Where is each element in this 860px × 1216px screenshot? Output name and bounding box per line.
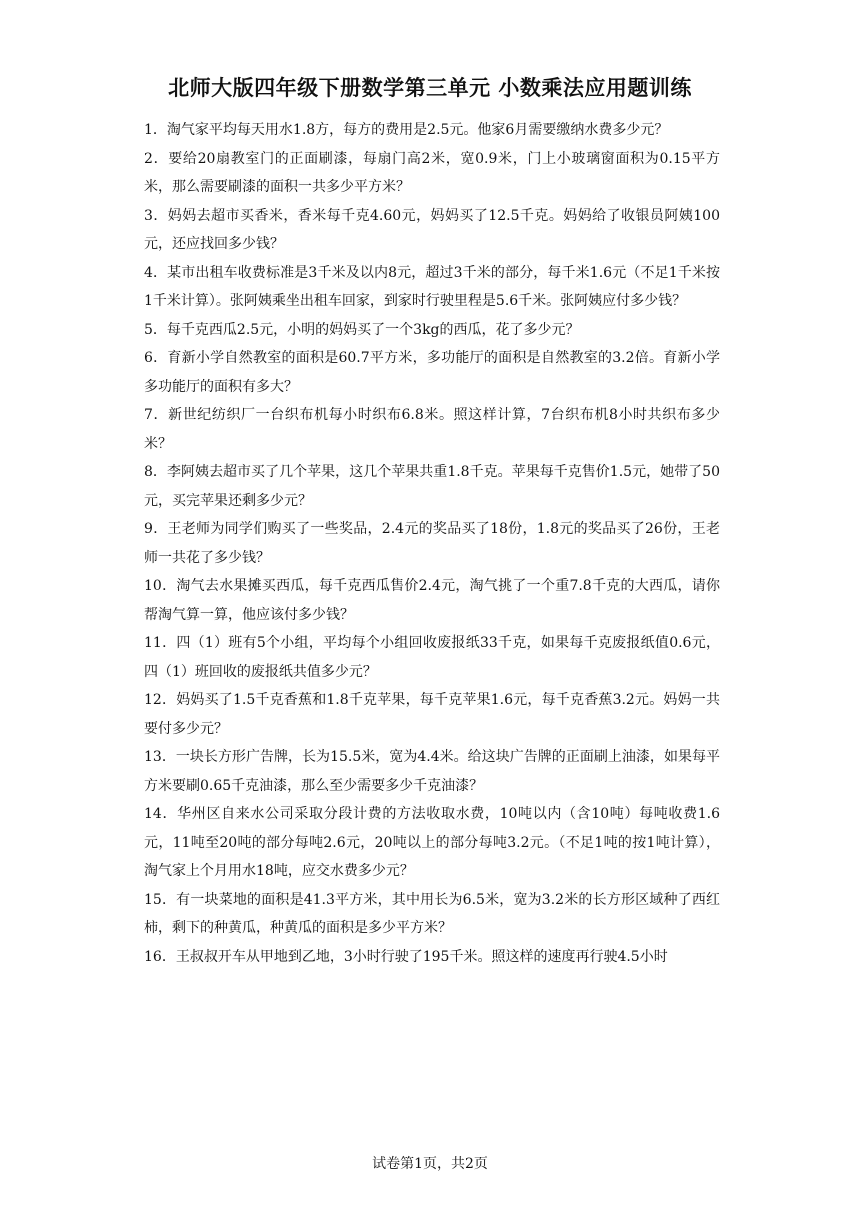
question-item: 8．李阿姨去超市买了几个苹果，这几个苹果共重1.8千克。苹果每千克售价1.5元，她带了50元，买完苹果还剩多少元？ (144, 464, 720, 509)
question-item: 4．某市出租车收费标准是3千米及以内8元，超过3千米的部分，每千米1.6元（不足1千米按1千米计算）。张阿姨乘坐出租车回家，到家时行驶里程是5.6千米。张阿姨应付多少钱？ (144, 264, 720, 309)
question-item: 14．华州区自来水公司采取分段计费的方法收取水费，10吨以内（含10吨）每吨收费1.6元，11吨至20吨的部分每吨2.6元，20吨以上的部分每吨3.2元。（不足1吨的按1吨计算），淘气家上个月用水18吨，应交水费多少元？ (144, 806, 720, 879)
question-item: 16．王叔叔开车从甲地到乙地，3小时行驶了195千米。照这样的速度再行驶4.5小时 (144, 948, 668, 965)
page-title: 北师大版四年级下册数学第三单元 小数乘法应用题训练 (168, 75, 692, 100)
question-item: 3．妈妈去超市买香米，香米每千克4.60元，妈妈买了12.5千克。妈妈给了收银员阿姨100元，还应找回多少钱？ (144, 207, 720, 252)
question-item: 2．要给20扇教室门的正面刷漆，每扇门高2米，宽0.9米，门上小玻璃窗面积为0.15平方米，那么需要刷漆的面积一共多少平方米？ (144, 150, 720, 195)
question-item: 5．每千克西瓜2.5元，小明的妈妈买了一个3kg的西瓜，花了多少元？ (144, 321, 580, 338)
question-list (144, 116, 720, 971)
question-item: 10．淘气去水果摊买西瓜，每千克西瓜售价2.4元，淘气挑了一个重7.8千克的大西瓜，请你帮淘气算一算，他应该付多少钱？ (144, 578, 720, 623)
page-footer: 试卷第1页，共2页 (372, 1156, 488, 1172)
question-item: 12．妈妈买了1.5千克香蕉和1.8千克苹果，每千克苹果1.6元，每千克香蕉3.2元。妈妈一共要付多少元？ (144, 692, 720, 737)
question-item: 6．育新小学自然教室的面积是60.7平方米，多功能厅的面积是自然教室的3.2倍。育新小学多功能厅的面积有多大？ (144, 350, 720, 395)
question-item: 15．有一块菜地的面积是41.3平方米，其中用长为6.5米，宽为3.2米的长方形区域种了西红柿，剩下的种黄瓜，种黄瓜的面积是多少平方米？ (144, 891, 720, 936)
question-item: 13．一块长方形广告牌，长为15.5米，宽为4.4米。给这块广告牌的正面刷上油漆，如果每平方米要刷0.65千克油漆，那么至少需要多少千克油漆？ (144, 749, 720, 794)
question-item: 7．新世纪纺织厂一台织布机每小时织布6.8米。照这样计算，7台织布机8小时共织布多少米？ (144, 407, 720, 452)
question-item: 11．四（1）班有5个小组，平均每个小组回收废报纸33千克，如果每千克废报纸值0.6元，四（1）班回收的废报纸共值多少元？ (144, 635, 720, 680)
question-item: 1．淘气家平均每天用水1.8方，每方的费用是2.5元。他家6月需要缴纳水费多少元？ (144, 122, 669, 138)
question-item: 9．王老师为同学们购买了一些奖品，2.4元的奖品买了18份，1.8元的奖品买了26份，王老师一共花了多少钱？ (144, 521, 720, 566)
